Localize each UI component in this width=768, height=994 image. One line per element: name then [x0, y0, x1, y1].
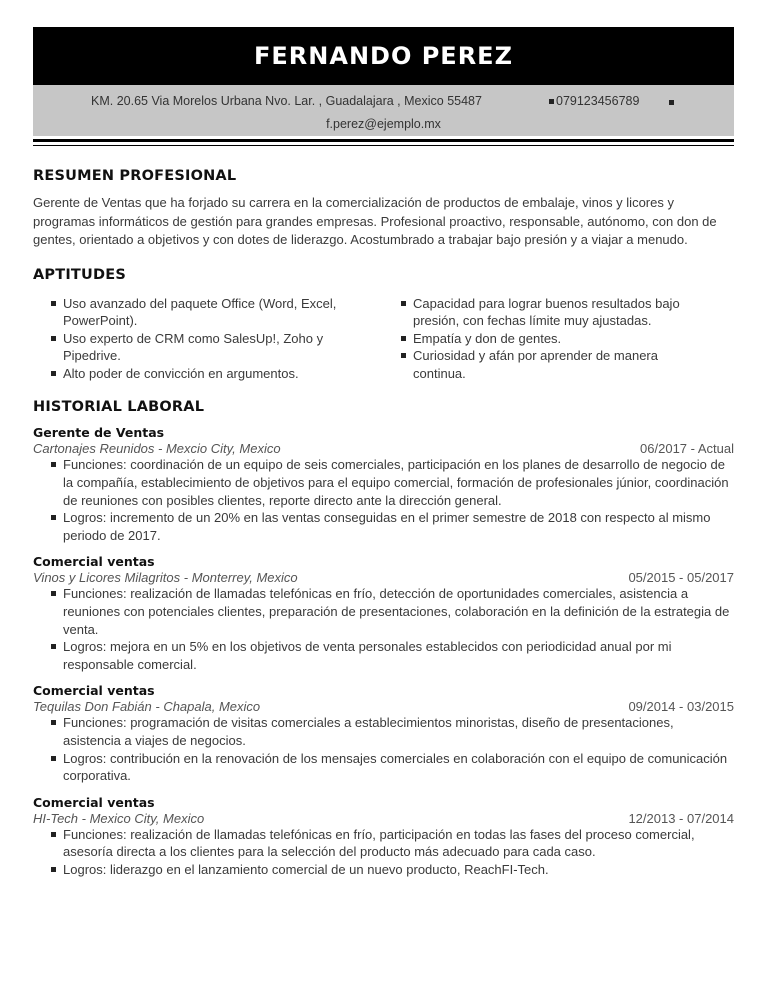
- job-company: Tequilas Don Fabián - Chapala, Mexico: [33, 699, 261, 715]
- bullet-icon: [51, 591, 56, 596]
- job-company: Cartonajes Reunidos - Mexcio City, Mexico: [33, 441, 281, 457]
- list-item: [33, 295, 383, 330]
- list-item: [33, 826, 734, 861]
- job-entry: [33, 683, 734, 784]
- skill-text: Empatía y don de gentes.: [413, 330, 562, 346]
- list-item: [33, 750, 734, 785]
- job-dates: 05/2015 - 05/2017: [628, 570, 734, 586]
- bullet-icon: [51, 462, 56, 467]
- job-bullet-text: Logros: contribución en la renovación de los mensajes comerciales en colaboración con el equipo de comunicación corporativa.: [63, 750, 728, 784]
- job-dates: 12/2013 - 07/2014: [628, 810, 734, 826]
- bullet-icon: [51, 720, 56, 725]
- job-bullet-text: Funciones: programación de visitas comerciales a establecimientos minoristas, diseño de presentaciones, asistencia a viajes de negocios.: [63, 715, 674, 748]
- bullet-icon: [51, 336, 56, 341]
- job-entry: [33, 795, 734, 879]
- list-item: [33, 714, 734, 749]
- bullet-icon: [549, 99, 554, 104]
- bullet-icon: [401, 353, 406, 358]
- divider: [33, 145, 734, 146]
- job-bullet-text: Funciones: realización de llamadas telefónicas en frío, participación en todas las fases del proceso comercial, asesoría directa a los clientes para la selección del producto más adecuado para cada caso.: [63, 826, 695, 860]
- email: f.perez@ejemplo.mx: [326, 117, 441, 131]
- job-title: Comercial ventas: [33, 683, 155, 699]
- job-bullet-text: Logros: liderazgo en el lanzamiento comercial de un nuevo producto, ReachFI-Tech.: [63, 861, 549, 877]
- job-company: Vinos y Licores Milagritos - Monterrey, Mexico: [33, 570, 298, 586]
- skill-text: Uso experto de CRM como SalesUp!, Zoho y Pipedrive.: [63, 330, 324, 364]
- list-item: [33, 638, 734, 673]
- bullet-icon: [401, 301, 406, 306]
- job-bullet-text: Funciones: realización de llamadas telefónicas en frío, detección de oportunidades comerciales, asistencia a reuniones con potenciales clientes, preparación de presentaciones, colaboración en la definición de la estrategia de venta.: [63, 586, 730, 637]
- skills-list-left: [33, 295, 383, 383]
- phone-number: 0791234567​89: [556, 94, 640, 108]
- summary-section: [33, 168, 734, 250]
- list-item: [33, 585, 734, 638]
- job-title: Comercial ventas: [33, 554, 155, 570]
- history-heading: HISTORIAL LABORAL: [33, 399, 205, 416]
- list-item: [383, 347, 713, 382]
- candidate-name: FERNANDO PEREZ: [254, 42, 513, 70]
- job-bullet-text: Funciones: coordinación de un equipo de seis comerciales, participación en los planes de desarrollo de negocio de la compañía, establecimiento de objetivos para el equipo comercial, formación de profesionales júnior, coordinación de reuniones con posibles clientes, reporte directo ante la dirección general.: [63, 457, 729, 508]
- resume-page: [33, 27, 734, 879]
- skill-text: Capacidad para lograr buenos resultados bajo presión, con fechas límite muy ajustadas.: [413, 295, 680, 329]
- skills-list-right: [383, 295, 713, 383]
- bullet-icon: [51, 867, 56, 872]
- summary-heading: RESUMEN PROFESIONAL: [33, 168, 237, 184]
- divider: [33, 139, 734, 142]
- contact-bar: [33, 85, 734, 136]
- job-entry: [33, 554, 734, 673]
- job-bullet-text: Logros: incremento de un 20% en las ventas conseguidas en el primer semestre de 2018 con respecto al mismo periodo de 2017.: [63, 510, 711, 543]
- skill-text: Uso avanzado del paquete Office (Word, Excel, PowerPoint).: [63, 295, 337, 329]
- name-banner: [33, 27, 734, 85]
- list-item: [33, 509, 734, 544]
- skill-text: Alto poder de convicción en argumentos.: [63, 365, 299, 381]
- list-item: [383, 295, 713, 330]
- skill-text: Curiosidad y afán por aprender de manera continua.: [413, 348, 658, 381]
- skills-heading: APTITUDES: [33, 266, 126, 283]
- bullet-icon: [51, 371, 56, 376]
- bullet-icon: [51, 644, 56, 649]
- summary-text: Gerente de Ventas que ha forjado su carrera en la comercialización de productos de embalaje, vinos y licores y programas informáticos de gestión para grandes empresas. Profesional proactivo, responsable, autónomo, con don de gentes, orientado a objetivos y con dotes de liderazgo. Acostumbrado a trabajar bajo presión y a viajar a menudo.: [33, 195, 717, 247]
- job-title: Gerente de Ventas: [33, 425, 165, 441]
- list-item: [33, 861, 734, 879]
- job-dates: 06/2017 - Actual: [640, 441, 734, 457]
- bullet-icon: [51, 515, 56, 520]
- job-bullet-text: Logros: mejora en un 5% en los objetivos de venta personales establecidos con periodicidad anual por mi responsable comercial.: [63, 639, 672, 672]
- list-item: [33, 456, 734, 509]
- bullet-icon: [51, 301, 56, 306]
- phone: [549, 94, 639, 108]
- bullet-icon: [401, 336, 406, 341]
- skills-section: [33, 267, 734, 383]
- bullet-icon: [51, 756, 56, 761]
- list-item: [383, 330, 713, 348]
- job-dates: 09/2014 - 03/2015: [628, 699, 734, 715]
- job-title: Comercial ventas: [33, 794, 155, 810]
- history-section: [33, 399, 734, 878]
- address: KM. 20.65 Via Morelos Urbana Nvo. Lar. , Guadalajara , Mexico 55487: [91, 94, 482, 108]
- bullet-icon: [669, 100, 674, 105]
- list-item: [33, 365, 383, 383]
- list-item: [33, 330, 383, 365]
- job-company: HI-Tech - Mexico City, Mexico: [33, 810, 205, 826]
- job-entry: [33, 425, 734, 544]
- bullet-icon: [51, 832, 56, 837]
